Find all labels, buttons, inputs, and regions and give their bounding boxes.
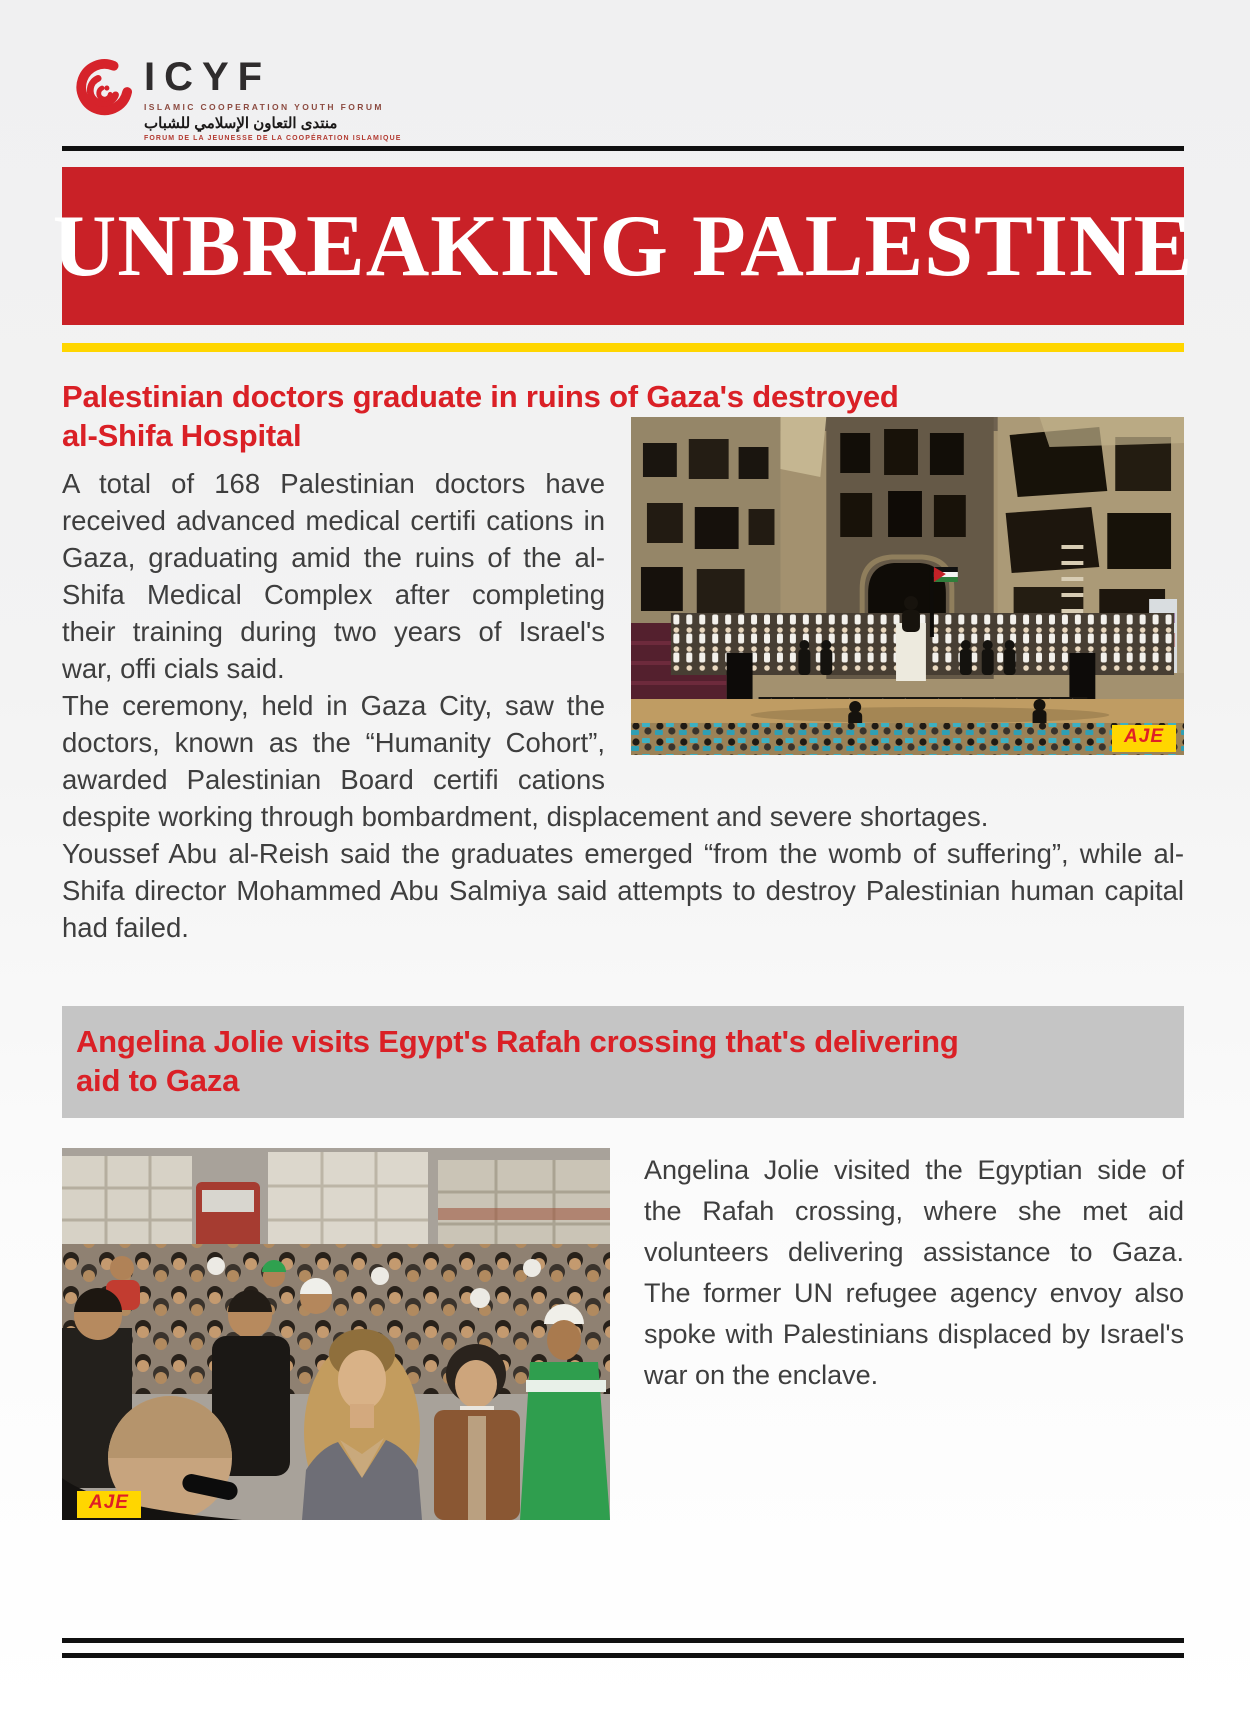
article-heading	[76, 1022, 1164, 1100]
logo-tagline-arabic: منتدى التعاون الإسلامي للشباب	[144, 115, 338, 132]
article-paragraph: Angelina Jolie visited the Egyptian side of the Rafah crossing, where she met aid volunteers delivering assistance to Gaza. The former UN refugee agency envoy also spoke with Palestinians displaced by Israel's war on the enclave.	[644, 1155, 1184, 1391]
article-heading-line: al-Shifa Hospital	[62, 418, 302, 454]
bottom-rule-1	[62, 1638, 1184, 1643]
logo-tagline-english: ISLAMIC COOPERATION YOUTH FORUM	[144, 102, 384, 112]
article-jolie-rafah	[62, 1006, 1184, 1520]
article-heading-line: aid to Gaza	[76, 1063, 240, 1099]
logo-acronym: ICYF	[144, 55, 272, 99]
graduation-photo-illustration	[631, 417, 1184, 755]
article-heading-line: Palestinian doctors graduate in ruins of Gaza's destroyed	[62, 379, 899, 414]
article-paragraph: Youssef Abu al-Reish said the graduates emerged “from the womb of suffering”, while al-Shifa director Mohammed Abu Salmiya said attempts to destroy Palestinian human capital had failed.	[62, 838, 1184, 944]
aje-photo-credit-badge: AJE	[77, 1491, 141, 1518]
article-row	[62, 1148, 1184, 1520]
photo-jolie-crowd	[62, 1148, 610, 1520]
icyf-logo	[0, 0, 1250, 142]
article-paragraph: A total of 168 Palestinian doctors have received advanced medical certifi cations in Gaza, graduating amid the ruins of the al-Shifa Medical Complex after completing their training during two years of Israel's war, offi cials said.	[62, 468, 605, 685]
article-paragraph: The ceremony, held in Gaza City, saw the doctors, known as the “Humanity Cohort”, awarded Palestinian Board certifi cations despite working through bombardment, displacement and severe shortages.	[62, 690, 989, 833]
article-heading-line: Angelina Jolie visits Egypt's Rafah crossing that's delivering	[76, 1024, 959, 1060]
gray-heading-box	[62, 1006, 1184, 1118]
top-rule	[62, 146, 1184, 151]
aje-photo-credit-badge: AJE	[1112, 725, 1176, 752]
page-title: UNBREAKING PALESTINE	[52, 197, 1194, 295]
article-body	[644, 1148, 1184, 1520]
logo-text-block	[144, 56, 402, 142]
page-content	[52, 146, 1194, 1658]
yellow-rule	[62, 343, 1184, 352]
bottom-rule-2	[62, 1653, 1184, 1658]
jolie-photo-illustration	[62, 1148, 610, 1520]
photo-graduation-ceremony	[631, 417, 1184, 755]
article-doctors-graduate	[62, 377, 1184, 946]
title-banner	[52, 167, 1194, 325]
icyf-rose-icon	[74, 56, 132, 124]
article-body	[62, 465, 1184, 946]
logo-tagline-french: FORUM DE LA JEUNESSE DE LA COOPÉRATION ISLAMIQUE	[144, 135, 402, 142]
